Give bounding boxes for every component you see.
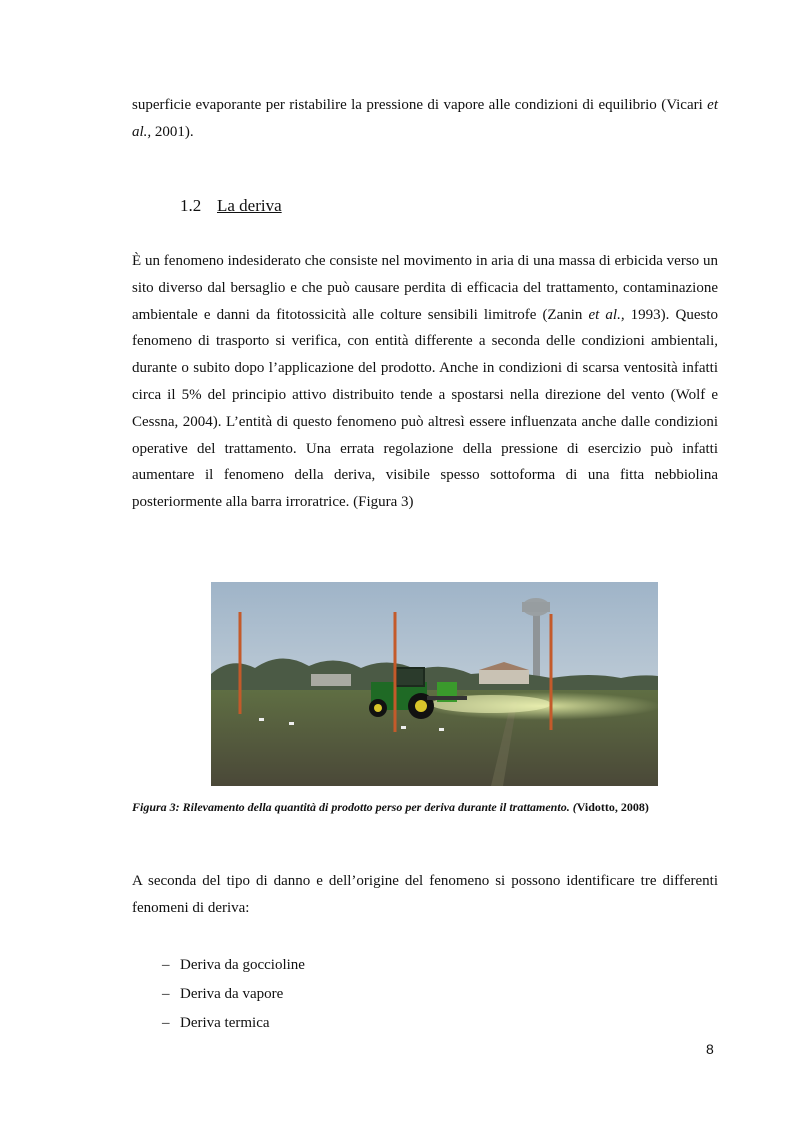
list-item-label: Deriva da vapore xyxy=(180,986,284,1002)
figure-caption xyxy=(132,796,718,818)
section-title: La deriva xyxy=(217,196,282,215)
list-bullet: – xyxy=(162,1015,170,1031)
paragraph-text: 1993). Questo fenomeno di trasporto si verifica, con entità differente a seconda delle condizioni ambientali, durante o subito dopo l’applicazione del prodotto. Anche in condizioni di scarsa ventosità infatti circa il 5% del principio attivo distribuito tende a spostarsi nella direzione del vento (Wolf e Cessna, 2004). L’entità di questo fenomeno può altresì essere influenzata anche dalle condizioni operative del trattamento. Una errata regolazione della pressione di esercizio può infatti aumentare il fenomeno della deriva, visibile spesso sottoforma di una fitta nebbiolina posteriormente alla barra irroratrice. (Figura 3) xyxy=(132,306,718,511)
section-heading xyxy=(180,196,282,216)
paragraph-continuation xyxy=(132,92,718,146)
caption-text: Figura 3: Rilevamento della quantità di prodotto perso per deriva durante il trattamento. ( xyxy=(132,800,577,814)
citation-et-al: et al., xyxy=(588,306,625,323)
list-item-label: Deriva da goccioline xyxy=(180,957,305,973)
drift-types-list xyxy=(162,951,305,1038)
caption-source: Vidotto, 2008) xyxy=(576,800,649,814)
figure-photo xyxy=(211,582,658,786)
field-spraying-photo xyxy=(211,582,658,786)
list-bullet: – xyxy=(162,957,170,973)
list-item xyxy=(162,951,305,980)
list-item xyxy=(162,980,305,1009)
page-number: 8 xyxy=(706,1041,714,1057)
paragraph-text: È un fenomeno indesiderato che consiste nel movimento in aria di una massa di erbicida verso un sito diverso dal bersaglio e che può causare perdita di efficacia del trattamento, contaminazione ambientale e danni da fitotossicità alle colture sensibili limitrofe (Zanin xyxy=(132,253,718,323)
section-number: 1.2 xyxy=(180,196,202,215)
list-item-label: Deriva termica xyxy=(180,1015,270,1031)
paragraph-deriva xyxy=(132,248,718,516)
citation-et-al: et al., xyxy=(132,97,718,140)
paragraph-text: 2001). xyxy=(151,123,194,140)
list-item xyxy=(162,1009,305,1038)
list-bullet: – xyxy=(162,986,170,1002)
paragraph-types-intro: A seconda del tipo di danno e dell’origine del fenomeno si possono identificare tre differenti fenomeni di deriva: xyxy=(132,873,718,916)
paragraph-text: superficie evaporante per ristabilire la pressione di vapore alle condizioni di equilibrio (Vicari xyxy=(132,97,708,113)
